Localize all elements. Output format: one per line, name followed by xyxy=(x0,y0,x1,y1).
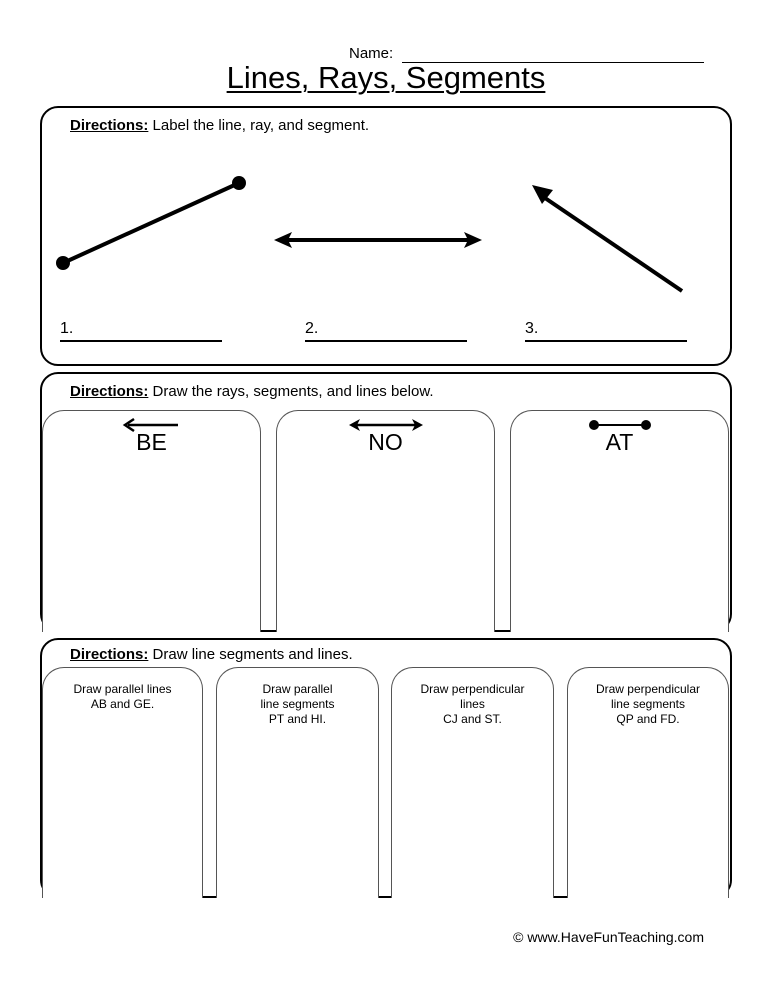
task-line: line segments xyxy=(610,697,686,711)
answer-3[interactable] xyxy=(525,320,538,338)
task-line: QP and FD. xyxy=(616,712,680,726)
directions-text: Label the line, ray, and segment. xyxy=(148,117,370,134)
answer-number: 2. xyxy=(305,320,319,337)
task-line: CJ and ST. xyxy=(443,712,502,726)
task-text xyxy=(392,682,553,727)
ray-letters: BE xyxy=(136,429,167,455)
answer-2[interactable] xyxy=(305,320,318,338)
line-letters: NO xyxy=(368,429,403,455)
task-line: Draw parallel xyxy=(262,682,333,696)
section-draw-figures xyxy=(40,372,732,632)
answer-number: 1. xyxy=(60,320,74,337)
task-text xyxy=(43,682,202,712)
segment-letters: AT xyxy=(605,429,634,455)
directions-text: Draw line segments and lines. xyxy=(148,646,353,663)
task-line: PT and HI. xyxy=(268,712,327,726)
answer-line[interactable] xyxy=(525,340,687,342)
directions-label: Directions: xyxy=(70,117,149,134)
page-title: Lines, Rays, Segments xyxy=(226,60,546,95)
task-line: Draw perpendicular xyxy=(420,682,525,696)
draw-box-perpendicular-segments[interactable] xyxy=(567,667,729,898)
section-draw-parallel-perpendicular xyxy=(40,638,732,898)
task-line: Draw perpendicular xyxy=(595,682,701,696)
answer-1[interactable] xyxy=(60,320,73,338)
draw-box-segment[interactable] xyxy=(510,410,729,632)
draw-box-line[interactable] xyxy=(276,410,495,632)
section-label-figures xyxy=(40,106,732,366)
name-label: Name: xyxy=(349,45,394,62)
task-line: lines xyxy=(460,697,485,711)
directions xyxy=(70,383,434,400)
task-line: Draw parallel lines xyxy=(73,682,172,696)
answer-number: 3. xyxy=(525,320,539,337)
copyright-footer: © www.HaveFunTeaching.com xyxy=(513,929,704,945)
answer-line[interactable] xyxy=(60,340,222,342)
draw-box-parallel-segments[interactable] xyxy=(216,667,379,898)
ray-figure-icon xyxy=(42,108,734,368)
draw-box-ray[interactable] xyxy=(42,410,261,632)
task-line: AB and GE. xyxy=(90,697,155,711)
directions-label: Directions: xyxy=(70,383,149,400)
task-text xyxy=(217,682,378,727)
answer-line[interactable] xyxy=(305,340,467,342)
directions-label: Directions: xyxy=(70,646,149,663)
draw-box-perpendicular-lines[interactable] xyxy=(391,667,554,898)
task-line: line segments xyxy=(260,697,335,711)
directions-text: Draw the rays, segments, and lines below. xyxy=(148,383,434,400)
task-text xyxy=(568,682,728,727)
directions xyxy=(70,646,353,663)
draw-box-parallel-lines[interactable] xyxy=(42,667,203,898)
